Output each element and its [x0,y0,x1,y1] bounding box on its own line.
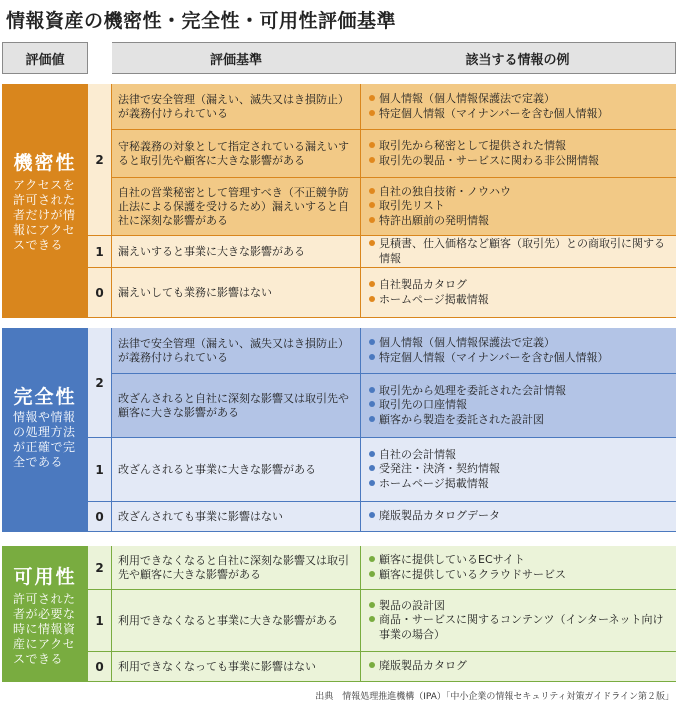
confidentiality-section [2,84,676,318]
integrity-section [2,328,676,532]
section-label [2,84,88,318]
bullet-icon [369,451,375,457]
criteria-cell: 利用できなくなると自社に深刻な影響又は取引先や顧客に大きな影響がある [112,546,361,590]
bullet-icon [369,387,375,393]
list-item: ホームページ掲載情報 [369,293,668,308]
list-item: 特定個人情報（マイナンバーを含む個人情報） [369,107,668,122]
table-row [88,236,676,268]
bullet-icon [369,142,375,148]
list-item: 自社の独自技術・ノウハウ [369,185,668,200]
section-description: 情報や情報の処理方法が正確で完全である [13,410,76,469]
list-item: 取引先リスト [369,199,668,214]
header-criteria: 評価基準 [112,42,361,74]
examples-cell [361,374,676,438]
header-level: 評価値 [2,42,88,74]
section-name: 完全性 [13,386,77,408]
bullet-icon [369,217,375,223]
bullet-icon [369,157,375,163]
table-row [88,652,676,682]
list-item: 特許出願前の発明情報 [369,214,668,229]
list-item: 自社製品カタログ [369,278,668,293]
availability-section [2,546,676,682]
list-item: 個人情報（個人情報保護法で定義） [369,336,668,351]
criteria-cell: 利用できなくなると事業に大きな影響がある [112,590,361,652]
list-item: 見積書、仕入価格など顧客（取引先）との商取引に関する情報 [369,237,668,266]
bullet-icon [369,281,375,287]
bullet-icon [369,401,375,407]
bullet-icon [369,602,375,608]
criteria-cell: 改ざんされると自社に深刻な影響又は取引先や顧客に大きな影響がある [112,374,361,438]
bullet-icon [369,416,375,422]
bullet-icon [369,512,375,518]
list-item: 自社の会計情報 [369,448,668,463]
bullet-icon [369,571,375,577]
bullet-icon [369,110,375,116]
criteria-cell: 漏えいしても業務に影響はない [112,268,361,318]
criteria-cell: 法律で安全管理（漏えい、滅失又はき損防止）が義務付けられている [112,328,361,374]
examples-cell [361,268,676,318]
bullet-icon [369,240,375,246]
section-description: アクセスを許可された者だけが情報にアクセスできる [13,178,76,252]
bullet-icon [369,354,375,360]
list-item: 取引先から秘密として提供された情報 [369,139,668,154]
section-description: 許可された者が必要な時に情報資産にアクセスできる [13,592,76,666]
list-item: 顧客に提供しているクラウドサービス [369,568,668,583]
table-row [88,268,676,318]
list-item: 廃版製品カタログ [369,659,668,674]
bullet-icon [369,616,375,622]
table-row [88,590,676,652]
table-row [88,546,676,590]
source-footer: 出典 情報処理推進機構（IPA）「中小企業の情報セキュリティ対策ガイドライン第２版」 [315,692,674,702]
examples-cell [361,502,676,532]
table-row [112,328,676,374]
list-item: ホームページ掲載情報 [369,477,668,492]
examples-cell [361,546,676,590]
list-item: 顧客に提供しているECサイト [369,553,668,568]
criteria-cell: 自社の営業秘密として管理すべき（不正競争防止法による保護を受けるため）漏えいすると自社に深刻な影響がある [112,178,361,236]
list-item: 個人情報（個人情報保護法で定義） [369,92,668,107]
bullet-icon [369,662,375,668]
level-cell: 0 [88,268,112,318]
examples-cell [361,236,676,268]
header-examples: 該当する情報の例 [360,42,676,74]
list-item: 取引先から処理を委託された会計情報 [369,384,668,399]
criteria-cell: 法律で安全管理（漏えい、滅失又はき損防止）が義務付けられている [112,84,361,130]
bullet-icon [369,296,375,302]
table-row [112,84,676,130]
list-item: 取引先の口座情報 [369,398,668,413]
bullet-icon [369,188,375,194]
table-row [88,438,676,502]
examples-cell [361,130,676,178]
criteria-cell: 改ざんされると事業に大きな影響がある [112,438,361,502]
bullet-icon [369,339,375,345]
level-cell: 1 [88,438,112,502]
section-label [2,546,88,682]
table-row [112,130,676,178]
list-item: 特定個人情報（マイナンバーを含む個人情報） [369,351,668,366]
table-row [112,178,676,236]
list-item: 製品の設計図 [369,599,668,614]
bullet-icon [369,480,375,486]
bullet-icon [369,202,375,208]
bullet-icon [369,465,375,471]
bullet-icon [369,95,375,101]
level-cell: 1 [88,236,112,268]
examples-cell [361,438,676,502]
list-item: 受発注・決済・契約情報 [369,462,668,477]
list-item: 廃版製品カタログデータ [369,509,668,524]
level-2-cell: 2 [88,84,112,236]
examples-cell [361,84,676,130]
list-item: 取引先の製品・サービスに関わる非公開情報 [369,154,668,169]
level-cell: 0 [88,502,112,532]
examples-cell [361,652,676,682]
table-row [88,502,676,532]
level-cell: 0 [88,652,112,682]
level-cell: 1 [88,590,112,652]
table-row [112,374,676,438]
criteria-cell: 改ざんされても事業に影響はない [112,502,361,532]
examples-cell [361,328,676,374]
examples-cell [361,590,676,652]
list-item: 顧客から製造を委託された設計図 [369,413,668,428]
section-label [2,328,88,532]
section-name: 機密性 [13,152,77,174]
page-title: 情報資産の機密性・完全性・可用性評価基準 [6,10,397,32]
list-item: 商品・サービスに関するコンテンツ（インターネット向け事業の場合） [369,613,668,642]
examples-cell [361,178,676,236]
criteria-cell: 守秘義務の対象として指定されている漏えいすると取引先や顧客に大きな影響がある [112,130,361,178]
criteria-cell: 漏えいすると事業に大きな影響がある [112,236,361,268]
criteria-cell: 利用できなくなっても事業に影響はない [112,652,361,682]
level-cell: 2 [88,546,112,590]
section-name: 可用性 [13,566,77,588]
bullet-icon [369,556,375,562]
level-2-cell: 2 [88,328,112,438]
